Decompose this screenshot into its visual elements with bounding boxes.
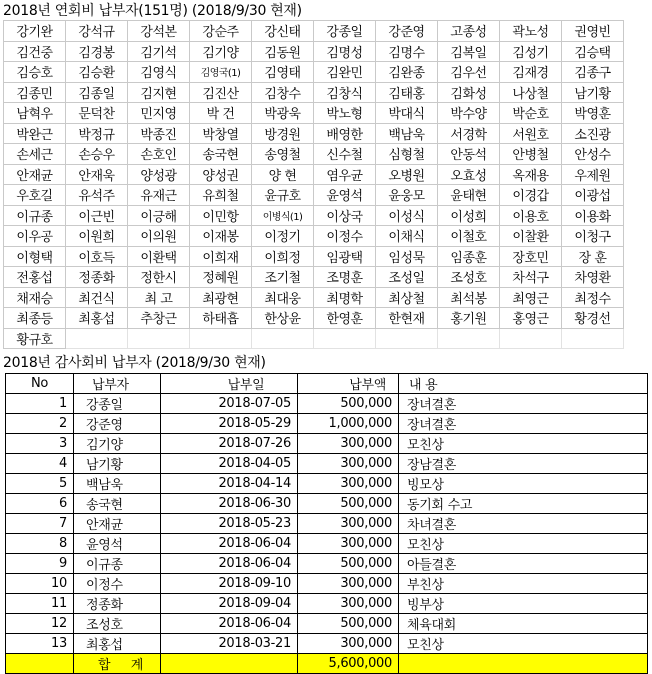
roster-row bbox=[4, 21, 624, 42]
member-name-cell[interactable]: 박 건 bbox=[190, 103, 252, 124]
table-row bbox=[6, 414, 648, 434]
pay-memo[interactable]: 모친상 bbox=[399, 634, 648, 654]
member-name-cell[interactable]: 장호민 bbox=[500, 246, 562, 267]
member-name-cell[interactable]: 장 훈 bbox=[562, 246, 624, 267]
member-name-cell[interactable]: 박완근 bbox=[4, 123, 66, 144]
member-name-cell[interactable]: 이원희 bbox=[66, 226, 128, 247]
pay-date[interactable]: 2018-09-04 bbox=[161, 594, 298, 614]
member-name-cell[interactable]: 송영철 bbox=[252, 144, 314, 165]
member-name-cell[interactable]: 염우균 bbox=[314, 164, 376, 185]
member-name-cell[interactable]: 이규종 bbox=[4, 205, 66, 226]
member-name-cell[interactable]: 조기철 bbox=[252, 267, 314, 288]
row-no[interactable]: 10 bbox=[6, 574, 74, 594]
payer-name[interactable]: 백남욱 bbox=[74, 474, 161, 494]
pay-date[interactable]: 2018-03-21 bbox=[161, 634, 298, 654]
member-name-cell[interactable]: 강기완 bbox=[4, 21, 66, 42]
member-name-cell[interactable]: 김종구 bbox=[562, 62, 624, 83]
member-name-cell[interactable]: 안재균 bbox=[4, 164, 66, 185]
row-no[interactable]: 2 bbox=[6, 414, 74, 434]
member-name-cell[interactable]: 강순주 bbox=[190, 21, 252, 42]
member-name-cell[interactable]: 이성희 bbox=[438, 205, 500, 226]
member-name-cell[interactable]: 이찰환 bbox=[500, 226, 562, 247]
member-name-cell[interactable]: 조명훈 bbox=[314, 267, 376, 288]
member-name-cell[interactable]: 오병원 bbox=[376, 164, 438, 185]
pay-memo[interactable]: 동기회 수고 bbox=[399, 494, 648, 514]
pay-memo[interactable]: 모친상 bbox=[399, 534, 648, 554]
member-name-cell[interactable]: 이환택 bbox=[128, 246, 190, 267]
member-name-cell[interactable]: 김종민 bbox=[4, 82, 66, 103]
member-name-cell[interactable]: 우제원 bbox=[562, 164, 624, 185]
member-name-cell[interactable]: 이용화 bbox=[562, 205, 624, 226]
member-name-cell[interactable]: 김화성 bbox=[438, 82, 500, 103]
pay-amount[interactable]: 300,000 bbox=[298, 454, 399, 474]
member-name-cell[interactable]: 전홍섭 bbox=[4, 267, 66, 288]
member-name-cell[interactable]: 박종진 bbox=[128, 123, 190, 144]
pay-amount[interactable]: 500,000 bbox=[298, 554, 399, 574]
pay-amount[interactable]: 500,000 bbox=[298, 494, 399, 514]
member-name-cell[interactable]: 최상철 bbox=[376, 287, 438, 308]
header-no[interactable]: No bbox=[6, 374, 74, 394]
payer-name[interactable]: 송국현 bbox=[74, 494, 161, 514]
member-name-cell[interactable]: 심형철 bbox=[376, 144, 438, 165]
pay-memo[interactable]: 빙부상 bbox=[399, 594, 648, 614]
member-name-cell[interactable]: 이병식(1) bbox=[252, 205, 314, 226]
table-row bbox=[6, 494, 648, 514]
member-name-cell[interactable]: 최영근 bbox=[500, 287, 562, 308]
empty-cell[interactable] bbox=[438, 328, 500, 349]
pay-date[interactable]: 2018-07-26 bbox=[161, 434, 298, 454]
pay-date[interactable]: 2018-06-04 bbox=[161, 614, 298, 634]
row-no[interactable]: 12 bbox=[6, 614, 74, 634]
member-name-cell[interactable]: 홍영근 bbox=[500, 308, 562, 329]
table-row bbox=[6, 554, 648, 574]
member-name-cell[interactable]: 이상국 bbox=[314, 205, 376, 226]
roster-row bbox=[4, 267, 624, 288]
member-name-cell[interactable]: 이경갑 bbox=[500, 185, 562, 206]
header-memo[interactable]: 내 용 bbox=[399, 374, 648, 394]
header-date[interactable]: 납부일 bbox=[161, 374, 298, 394]
pay-memo[interactable]: 장녀결혼 bbox=[399, 414, 648, 434]
member-name-cell[interactable]: 옥재용 bbox=[500, 164, 562, 185]
member-name-cell[interactable]: 양 현 bbox=[252, 164, 314, 185]
member-name-cell[interactable]: 고종성 bbox=[438, 21, 500, 42]
payer-name[interactable]: 김기양 bbox=[74, 434, 161, 454]
pay-amount[interactable]: 300,000 bbox=[298, 434, 399, 454]
pay-amount[interactable]: 500,000 bbox=[298, 394, 399, 414]
payer-name[interactable]: 강준영 bbox=[74, 414, 161, 434]
member-name-cell[interactable]: 곽노성 bbox=[500, 21, 562, 42]
empty-cell[interactable] bbox=[66, 328, 128, 349]
empty-cell[interactable] bbox=[252, 328, 314, 349]
member-name-cell[interactable]: 안성수 bbox=[562, 144, 624, 165]
member-name-cell[interactable]: 홍기원 bbox=[438, 308, 500, 329]
member-name-cell[interactable]: 추창근 bbox=[128, 308, 190, 329]
member-name-cell[interactable]: 윤웅모 bbox=[376, 185, 438, 206]
member-name-cell[interactable]: 조성일 bbox=[376, 267, 438, 288]
member-name-cell[interactable]: 김승택 bbox=[562, 41, 624, 62]
row-no[interactable]: 6 bbox=[6, 494, 74, 514]
table-row bbox=[6, 454, 648, 474]
member-name-cell[interactable]: 정종화 bbox=[66, 267, 128, 288]
empty-cell[interactable] bbox=[128, 328, 190, 349]
pay-amount[interactable]: 300,000 bbox=[298, 514, 399, 534]
member-name-cell[interactable]: 김지현 bbox=[128, 82, 190, 103]
member-name-cell[interactable]: 손승우 bbox=[66, 144, 128, 165]
member-name-cell[interactable]: 문덕찬 bbox=[66, 103, 128, 124]
payer-name[interactable]: 이규종 bbox=[74, 554, 161, 574]
row-no[interactable]: 1 bbox=[6, 394, 74, 414]
member-name-cell[interactable]: 김창수 bbox=[252, 82, 314, 103]
payer-name[interactable]: 윤영석 bbox=[74, 534, 161, 554]
member-name-cell[interactable]: 안동석 bbox=[438, 144, 500, 165]
row-no[interactable]: 11 bbox=[6, 594, 74, 614]
member-name-cell[interactable]: 김건중 bbox=[4, 41, 66, 62]
pay-amount[interactable]: 300,000 bbox=[298, 474, 399, 494]
member-name-cell[interactable]: 김승호 bbox=[4, 62, 66, 83]
member-name-cell[interactable]: 안재욱 bbox=[66, 164, 128, 185]
member-name-cell[interactable]: 권영빈 bbox=[562, 21, 624, 42]
roster-row bbox=[4, 205, 624, 226]
payer-name[interactable]: 이정수 bbox=[74, 574, 161, 594]
member-name-cell[interactable]: 김창식 bbox=[314, 82, 376, 103]
total-row bbox=[6, 654, 648, 674]
member-name-cell[interactable]: 김재경 bbox=[500, 62, 562, 83]
member-name-cell[interactable]: 우호길 bbox=[4, 185, 66, 206]
member-name-cell[interactable]: 강석본 bbox=[128, 21, 190, 42]
member-name-cell[interactable]: 최건식 bbox=[66, 287, 128, 308]
table-row bbox=[6, 594, 648, 614]
member-name-cell[interactable]: 이성식 bbox=[376, 205, 438, 226]
roster-row bbox=[4, 246, 624, 267]
row-no[interactable]: 7 bbox=[6, 514, 74, 534]
member-name-cell[interactable]: 손호인 bbox=[128, 144, 190, 165]
member-name-cell[interactable]: 김진산 bbox=[190, 82, 252, 103]
pay-date[interactable]: 2018-05-23 bbox=[161, 514, 298, 534]
member-name-cell[interactable]: 한상윤 bbox=[252, 308, 314, 329]
pay-memo[interactable]: 장남결혼 bbox=[399, 454, 648, 474]
member-name-cell[interactable]: 황경선 bbox=[562, 308, 624, 329]
member-name-cell[interactable]: 남혁우 bbox=[4, 103, 66, 124]
pay-date[interactable]: 2018-07-05 bbox=[161, 394, 298, 414]
pay-date[interactable]: 2018-06-04 bbox=[161, 534, 298, 554]
member-name-cell[interactable]: 황규호 bbox=[4, 328, 66, 349]
roster-row bbox=[4, 62, 624, 83]
payer-name[interactable]: 강종일 bbox=[74, 394, 161, 414]
total-amount[interactable]: 5,600,000 bbox=[298, 654, 399, 674]
member-name-cell[interactable]: 송국현 bbox=[190, 144, 252, 165]
payer-name[interactable]: 정종화 bbox=[74, 594, 161, 614]
member-name-cell[interactable]: 서원호 bbox=[500, 123, 562, 144]
member-name-cell[interactable]: 이청구 bbox=[562, 226, 624, 247]
total-blank-cell[interactable] bbox=[161, 654, 298, 674]
row-no[interactable]: 8 bbox=[6, 534, 74, 554]
member-name-cell[interactable]: 김태홍 bbox=[376, 82, 438, 103]
member-name-cell[interactable]: 정혜원 bbox=[190, 267, 252, 288]
member-name-cell[interactable]: 최석봉 bbox=[438, 287, 500, 308]
pay-date[interactable]: 2018-06-04 bbox=[161, 554, 298, 574]
member-name-cell[interactable]: 최홍섭 bbox=[66, 308, 128, 329]
member-name-cell[interactable]: 박수양 bbox=[438, 103, 500, 124]
pay-amount[interactable]: 300,000 bbox=[298, 594, 399, 614]
member-name-cell[interactable]: 채재승 bbox=[4, 287, 66, 308]
member-name-cell[interactable]: 김종일 bbox=[66, 82, 128, 103]
member-name-cell[interactable]: 신수철 bbox=[314, 144, 376, 165]
pay-memo[interactable]: 모친상 bbox=[399, 434, 648, 454]
header-amount[interactable]: 납부액 bbox=[298, 374, 399, 394]
row-no[interactable]: 13 bbox=[6, 634, 74, 654]
member-name-cell[interactable]: 유석주 bbox=[66, 185, 128, 206]
member-name-cell[interactable]: 소진광 bbox=[562, 123, 624, 144]
member-name-cell[interactable]: 윤규호 bbox=[252, 185, 314, 206]
table-row bbox=[6, 474, 648, 494]
table-row bbox=[6, 394, 648, 414]
member-name-cell[interactable]: 이정수 bbox=[314, 226, 376, 247]
member-name-cell[interactable]: 박광욱 bbox=[252, 103, 314, 124]
payer-name[interactable]: 최홍섭 bbox=[74, 634, 161, 654]
payer-name[interactable]: 조성호 bbox=[74, 614, 161, 634]
pay-amount[interactable]: 300,000 bbox=[298, 534, 399, 554]
empty-cell[interactable] bbox=[562, 328, 624, 349]
table-row bbox=[6, 574, 648, 594]
member-name-cell[interactable]: 강신태 bbox=[252, 21, 314, 42]
member-name-cell[interactable]: 양성권 bbox=[190, 164, 252, 185]
roster-row bbox=[4, 41, 624, 62]
member-name-cell[interactable]: 박노형 bbox=[314, 103, 376, 124]
member-name-cell[interactable]: 차영환 bbox=[562, 267, 624, 288]
pay-memo[interactable]: 차녀결혼 bbox=[399, 514, 648, 534]
member-name-cell[interactable]: 강준영 bbox=[376, 21, 438, 42]
table-row bbox=[6, 534, 648, 554]
member-name-cell[interactable]: 한영훈 bbox=[314, 308, 376, 329]
member-name-cell[interactable]: 김영태 bbox=[252, 62, 314, 83]
member-name-cell[interactable]: 박정규 bbox=[66, 123, 128, 144]
audit-title: 2018년 감사회비 납부자 (2018/9/30 현재) bbox=[3, 355, 266, 371]
member-name-cell[interactable]: 최광현 bbox=[190, 287, 252, 308]
member-name-cell[interactable]: 이용호 bbox=[500, 205, 562, 226]
member-name-cell[interactable]: 배영한 bbox=[314, 123, 376, 144]
pay-amount[interactable]: 300,000 bbox=[298, 634, 399, 654]
member-name-cell[interactable]: 김완민 bbox=[314, 62, 376, 83]
row-no[interactable]: 4 bbox=[6, 454, 74, 474]
member-name-cell[interactable]: 손세근 bbox=[4, 144, 66, 165]
member-name-cell[interactable]: 조성호 bbox=[438, 267, 500, 288]
roster-row bbox=[4, 328, 624, 349]
pay-date[interactable]: 2018-04-14 bbox=[161, 474, 298, 494]
member-name-cell[interactable]: 이희정 bbox=[252, 246, 314, 267]
member-name-cell[interactable]: 윤영석 bbox=[314, 185, 376, 206]
pay-amount[interactable]: 1,000,000 bbox=[298, 414, 399, 434]
member-name-cell[interactable]: 최 고 bbox=[128, 287, 190, 308]
member-name-cell[interactable]: 한현재 bbox=[376, 308, 438, 329]
table-row bbox=[6, 434, 648, 454]
member-name-cell[interactable]: 김동원 bbox=[252, 41, 314, 62]
pay-date[interactable]: 2018-05-29 bbox=[161, 414, 298, 434]
member-name-cell[interactable]: 김영식 bbox=[128, 62, 190, 83]
member-name-cell[interactable]: 김명성 bbox=[314, 41, 376, 62]
member-name-cell[interactable]: 민지영 bbox=[128, 103, 190, 124]
pay-date[interactable]: 2018-06-30 bbox=[161, 494, 298, 514]
member-name-cell[interactable]: 박순호 bbox=[500, 103, 562, 124]
member-name-cell[interactable]: 이형택 bbox=[4, 246, 66, 267]
member-name-cell[interactable]: 유재근 bbox=[128, 185, 190, 206]
member-name-cell[interactable]: 백남욱 bbox=[376, 123, 438, 144]
member-name-cell[interactable]: 하태흡 bbox=[190, 308, 252, 329]
member-name-cell[interactable]: 임성묵 bbox=[376, 246, 438, 267]
roster-row bbox=[4, 226, 624, 247]
member-name-cell[interactable]: 최종등 bbox=[4, 308, 66, 329]
member-name-cell[interactable]: 이근빈 bbox=[66, 205, 128, 226]
member-name-cell[interactable]: 방경원 bbox=[252, 123, 314, 144]
member-name-cell[interactable]: 정한시 bbox=[128, 267, 190, 288]
pay-amount[interactable]: 500,000 bbox=[298, 614, 399, 634]
roster-row bbox=[4, 308, 624, 329]
table-row bbox=[6, 614, 648, 634]
member-name-cell[interactable]: 최명학 bbox=[314, 287, 376, 308]
member-name-cell[interactable]: 김경봉 bbox=[66, 41, 128, 62]
member-name-cell[interactable]: 임종훈 bbox=[438, 246, 500, 267]
total-label[interactable]: 합 계 bbox=[74, 654, 161, 674]
roster-row bbox=[4, 185, 624, 206]
member-name-cell[interactable]: 이긍해 bbox=[128, 205, 190, 226]
member-name-cell[interactable]: 이우공 bbox=[4, 226, 66, 247]
member-name-cell[interactable]: 김명수 bbox=[376, 41, 438, 62]
member-name-cell[interactable]: 양성광 bbox=[128, 164, 190, 185]
roster-row bbox=[4, 287, 624, 308]
member-name-cell[interactable]: 이재봉 bbox=[190, 226, 252, 247]
roster-row bbox=[4, 103, 624, 124]
member-name-cell[interactable]: 유희철 bbox=[190, 185, 252, 206]
empty-cell[interactable] bbox=[190, 328, 252, 349]
member-name-cell[interactable]: 김우선 bbox=[438, 62, 500, 83]
total-blank-cell[interactable] bbox=[399, 654, 648, 674]
header-name[interactable]: 납부자 bbox=[74, 374, 161, 394]
member-name-cell[interactable]: 박영훈 bbox=[562, 103, 624, 124]
roster-row bbox=[4, 144, 624, 165]
member-name-cell[interactable]: 김기석 bbox=[128, 41, 190, 62]
member-name-cell[interactable]: 이민항 bbox=[190, 205, 252, 226]
roster-row bbox=[4, 123, 624, 144]
member-name-cell[interactable]: 김성기 bbox=[500, 41, 562, 62]
member-name-cell[interactable]: 김영국(1) bbox=[190, 62, 252, 83]
member-name-cell[interactable]: 최정수 bbox=[562, 287, 624, 308]
member-name-cell[interactable]: 남기황 bbox=[562, 82, 624, 103]
member-name-cell[interactable]: 오효성 bbox=[438, 164, 500, 185]
table-row bbox=[6, 634, 648, 654]
member-name-cell[interactable]: 강종일 bbox=[314, 21, 376, 42]
member-name-cell[interactable]: 임광택 bbox=[314, 246, 376, 267]
member-name-cell[interactable]: 이철호 bbox=[438, 226, 500, 247]
pay-memo[interactable]: 아들결혼 bbox=[399, 554, 648, 574]
member-name-cell[interactable]: 차석구 bbox=[500, 267, 562, 288]
pay-memo[interactable]: 부친상 bbox=[399, 574, 648, 594]
pay-date[interactable]: 2018-04-05 bbox=[161, 454, 298, 474]
member-name-cell[interactable]: 서경학 bbox=[438, 123, 500, 144]
member-name-cell[interactable]: 김복일 bbox=[438, 41, 500, 62]
pay-date[interactable]: 2018-09-10 bbox=[161, 574, 298, 594]
table-row bbox=[6, 514, 648, 534]
audit-table bbox=[5, 373, 648, 674]
member-name-cell[interactable]: 이채식 bbox=[376, 226, 438, 247]
payer-name[interactable]: 남기황 bbox=[74, 454, 161, 474]
member-name-cell[interactable]: 안병철 bbox=[500, 144, 562, 165]
empty-cell[interactable] bbox=[500, 328, 562, 349]
pay-memo[interactable]: 빙모상 bbox=[399, 474, 648, 494]
pay-memo[interactable]: 장녀결혼 bbox=[399, 394, 648, 414]
member-name-cell[interactable]: 김완종 bbox=[376, 62, 438, 83]
member-name-cell[interactable]: 박창열 bbox=[190, 123, 252, 144]
roster-row bbox=[4, 82, 624, 103]
empty-cell[interactable] bbox=[376, 328, 438, 349]
pay-memo[interactable]: 체육대회 bbox=[399, 614, 648, 634]
total-blank-cell[interactable] bbox=[6, 654, 74, 674]
member-name-cell[interactable]: 이광섭 bbox=[562, 185, 624, 206]
empty-cell[interactable] bbox=[314, 328, 376, 349]
payer-name[interactable]: 안재균 bbox=[74, 514, 161, 534]
member-name-cell[interactable]: 박대식 bbox=[376, 103, 438, 124]
audit-header-row bbox=[6, 374, 648, 394]
member-name-cell[interactable]: 강석규 bbox=[66, 21, 128, 42]
row-no[interactable]: 9 bbox=[6, 554, 74, 574]
member-name-cell[interactable]: 이의원 bbox=[128, 226, 190, 247]
member-name-cell[interactable]: 나상철 bbox=[500, 82, 562, 103]
roster-title: 2018년 연회비 납부자(151명) (2018/9/30 현재) bbox=[3, 3, 302, 19]
member-name-cell[interactable]: 김기양 bbox=[190, 41, 252, 62]
row-no[interactable]: 5 bbox=[6, 474, 74, 494]
roster-row bbox=[4, 164, 624, 185]
member-name-cell[interactable]: 김승환 bbox=[66, 62, 128, 83]
member-name-cell[interactable]: 윤태현 bbox=[438, 185, 500, 206]
row-no[interactable]: 3 bbox=[6, 434, 74, 454]
pay-amount[interactable]: 300,000 bbox=[298, 574, 399, 594]
member-name-cell[interactable]: 최대웅 bbox=[252, 287, 314, 308]
member-name-cell[interactable]: 이정기 bbox=[252, 226, 314, 247]
member-name-cell[interactable]: 이희재 bbox=[190, 246, 252, 267]
roster-table bbox=[3, 20, 624, 349]
member-name-cell[interactable]: 이호득 bbox=[66, 246, 128, 267]
